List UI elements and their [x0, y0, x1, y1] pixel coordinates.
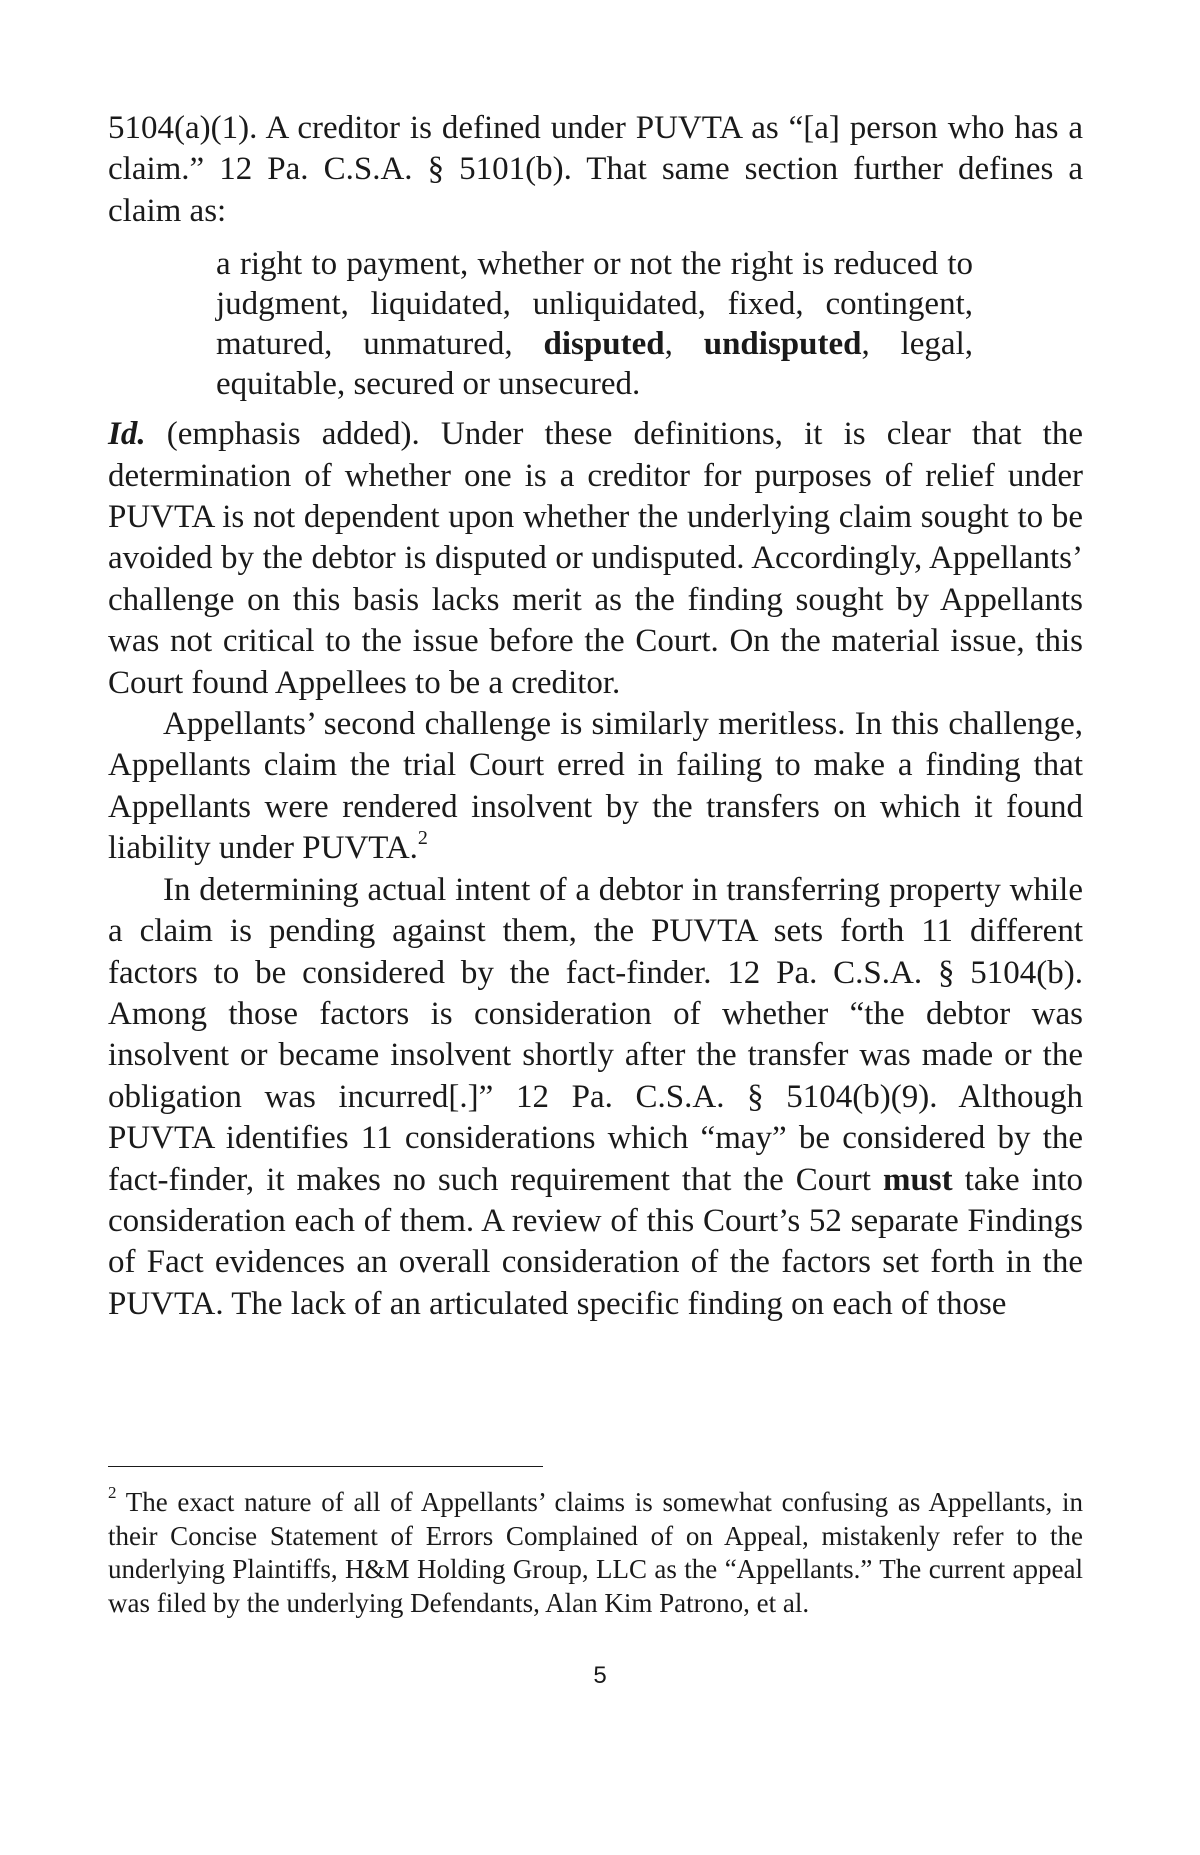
quote-text: a right to payment, whether or not the right is reduced to judgment, liquidated, unliquidated, fixed, contingent, matured, unmatured,: [216, 246, 973, 363]
paragraph-text: Appellants’ second challenge is similarly meritless. In this challenge, Appellants claim the trial Court erred in failing to make a finding that Appellants were rendered insolvent by the transfers on which it found liability under PUVTA.: [108, 706, 1083, 867]
footnote-divider: [108, 1466, 543, 1467]
quote-emphasis-undisputed: undisputed: [703, 326, 862, 363]
footnote-reference[interactable]: 2: [417, 827, 428, 850]
footnote: [108, 1483, 1083, 1620]
page-number: 5: [593, 1662, 607, 1689]
paragraph-text: In determining actual intent of a debtor in transferring property while a claim is pending against them, the PUVTA sets forth 11 different factors to be considered by the fact-finder. 12 Pa. C.S.A. § 5104(b). Among those factors is consideration of whether “the debtor was insolvent or became insolvent shortly after the transfer was made or the obligation was incurred[.]” 12 Pa. C.S.A. § 5104(b)(9). Although PUVTA identifies 11 considerations which “may” be considered by the fact-finder, it makes no such requirement that the Court: [108, 871, 1083, 1198]
paragraph-actual-intent: [108, 870, 1083, 1325]
paragraph-text: take into consideration each of them. A review of this Court’s 52 separate Findings of Fact evidences an overall consideration of the factors set forth in the PUVTA. The lack of an articulated specific finding on each of those: [108, 1161, 1083, 1322]
paragraph-text: 5104(a)(1). A creditor is defined under PUVTA as “[a] person who has a claim.” 12 Pa. C.S.A. § 5101(b). That same section further defines a claim as:: [108, 110, 1083, 229]
paragraph-creditor-definition: [108, 108, 1083, 232]
quote-text: , legal, equitable, secured or unsecured.: [216, 326, 973, 403]
block-quote-claim-definition: [216, 244, 973, 404]
paragraph-second-challenge: [108, 704, 1083, 870]
paragraph-analysis: [108, 414, 1083, 704]
paragraph-text: (emphasis added). Under these definitions, it is clear that the determination of whether one is a creditor for purposes of relief under PUVTA is not dependent upon whether the underlying claim sought to be avoided by the debtor is disputed or undisputed. Accordingly, Appellants’ challenge on this basis lacks merit as the finding sought by Appellants was not critical to the issue before the Court. On the material issue, this Court found Appellees to be a creditor.: [108, 416, 1083, 701]
emphasis-must: must: [882, 1161, 953, 1198]
quote-text: ,: [664, 326, 704, 363]
citation-id: Id.: [108, 416, 146, 453]
quote-emphasis-disputed: disputed: [543, 326, 665, 363]
document-page: [108, 108, 1083, 1325]
footnote-text: The exact nature of all of Appellants’ claims is somewhat confusing as Appellants, in their Concise Statement of Errors Complained of on Appeal, mistakenly refer to the underlying Plaintiffs, H&M Holding Group, LLC as the “Appellants.” The current appeal was filed by the underlying Defendants, Alan Kim Patrono, et al.: [108, 1487, 1083, 1618]
footnote-number: 2: [108, 1483, 117, 1502]
